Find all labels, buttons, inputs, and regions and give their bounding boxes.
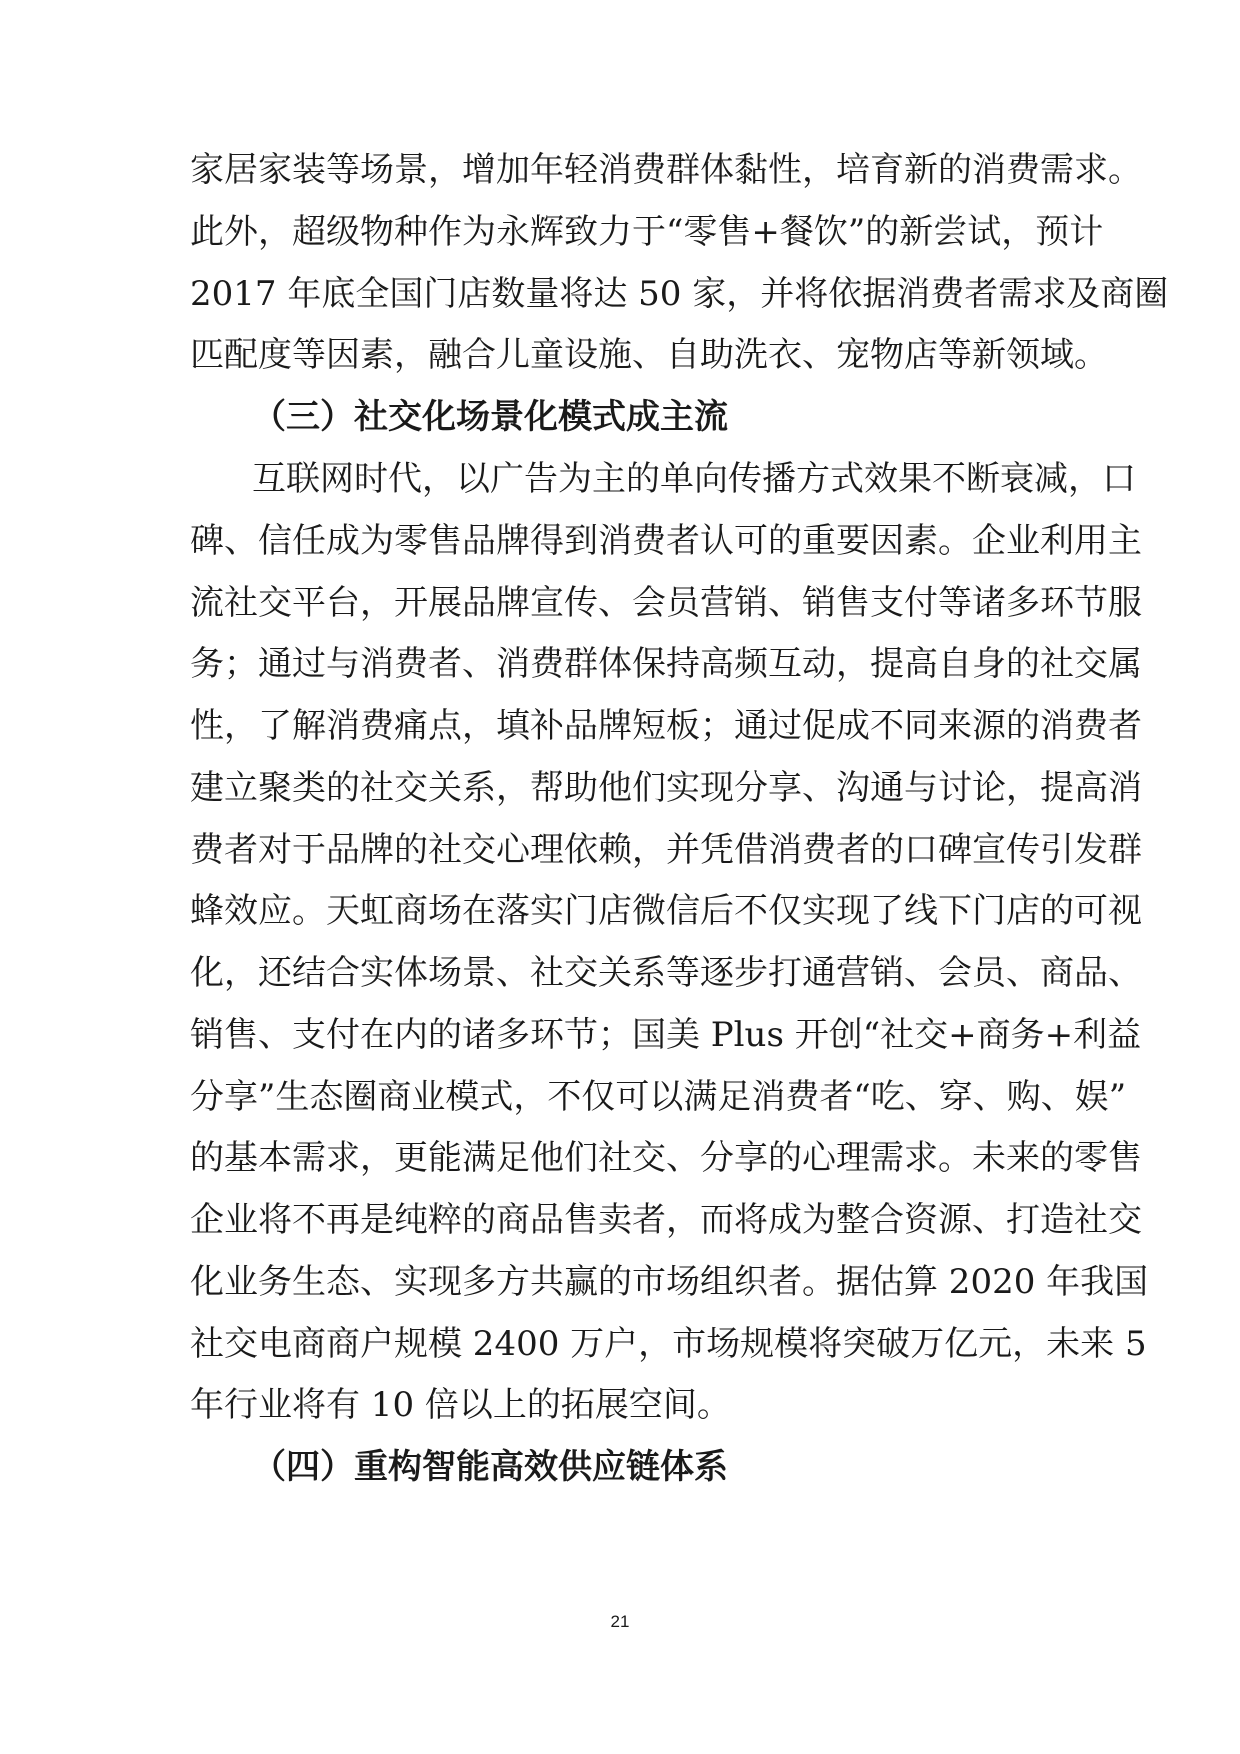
page-number: 21 (610, 1612, 630, 1631)
paragraph-2-line-1: 互联网时代，以广告为主的单向传播方式效果不断衰减，口 (252, 459, 1136, 499)
paragraph-2-line-15: 社交电商商户规模 2400 万户，市场规模将突破万亿元，未来 5 (190, 1324, 1147, 1364)
paragraph-2-line-4: 务；通过与消费者、消费群体保持高频互动，提高自身的社交属 (190, 644, 1142, 684)
paragraph-1-line-4: 匹配度等因素，融合儿童设施、自助洗衣、宠物店等新领域。 (190, 335, 1108, 375)
paragraph-2-line-5: 性，了解消费痛点，填补品牌短板；通过促成不同来源的消费者 (190, 706, 1142, 746)
paragraph-2-line-3: 流社交平台，开展品牌宣传、会员营销、销售支付等诸多环节服 (190, 583, 1142, 623)
section-heading-3: （三）社交化场景化模式成主流 (252, 397, 728, 437)
paragraph-2-line-6: 建立聚类的社交关系，帮助他们实现分享、沟通与讨论，提高消 (190, 768, 1142, 808)
paragraph-2-line-8: 蜂效应。天虹商场在落实门店微信后不仅实现了线下门店的可视 (190, 891, 1142, 931)
section-heading-4: （四）重构智能高效供应链体系 (252, 1447, 728, 1487)
paragraph-2-line-16: 年行业将有 10 倍以上的拓展空间。 (190, 1385, 731, 1425)
paragraph-2-line-13: 企业将不再是纯粹的商品售卖者，而将成为整合资源、打造社交 (190, 1200, 1142, 1240)
paragraph-1-line-2: 此外，超级物种作为永辉致力于“零售+餐饮”的新尝试，预计 (190, 212, 1104, 252)
paragraph-2-line-7: 费者对于品牌的社交心理依赖，并凭借消费者的口碑宣传引发群 (190, 830, 1142, 870)
paragraph-1-line-3: 2017 年底全国门店数量将达 50 家，并将依据消费者需求及商圈 (190, 274, 1169, 314)
paragraph-2-line-9: 化，还结合实体场景、社交关系等逐步打通营销、会员、商品、 (190, 953, 1142, 993)
paragraph-2-line-2: 碑、信任成为零售品牌得到消费者认可的重要因素。企业利用主 (190, 521, 1142, 561)
paragraph-2-line-10: 销售、支付在内的诸多环节；国美 Plus 开创“社交+商务+利益 (190, 1015, 1142, 1055)
paragraph-2-line-14: 化业务生态、实现多方共赢的市场组织者。据估算 2020 年我国 (190, 1262, 1149, 1302)
paragraph-2-line-12: 的基本需求，更能满足他们社交、分享的心理需求。未来的零售 (190, 1138, 1142, 1178)
paragraph-2-line-11: 分享”生态圈商业模式，不仅可以满足消费者“吃、穿、购、娱” (190, 1077, 1127, 1117)
paragraph-1-line-1: 家居家装等场景，增加年轻消费群体黏性，培育新的消费需求。 (190, 150, 1142, 190)
